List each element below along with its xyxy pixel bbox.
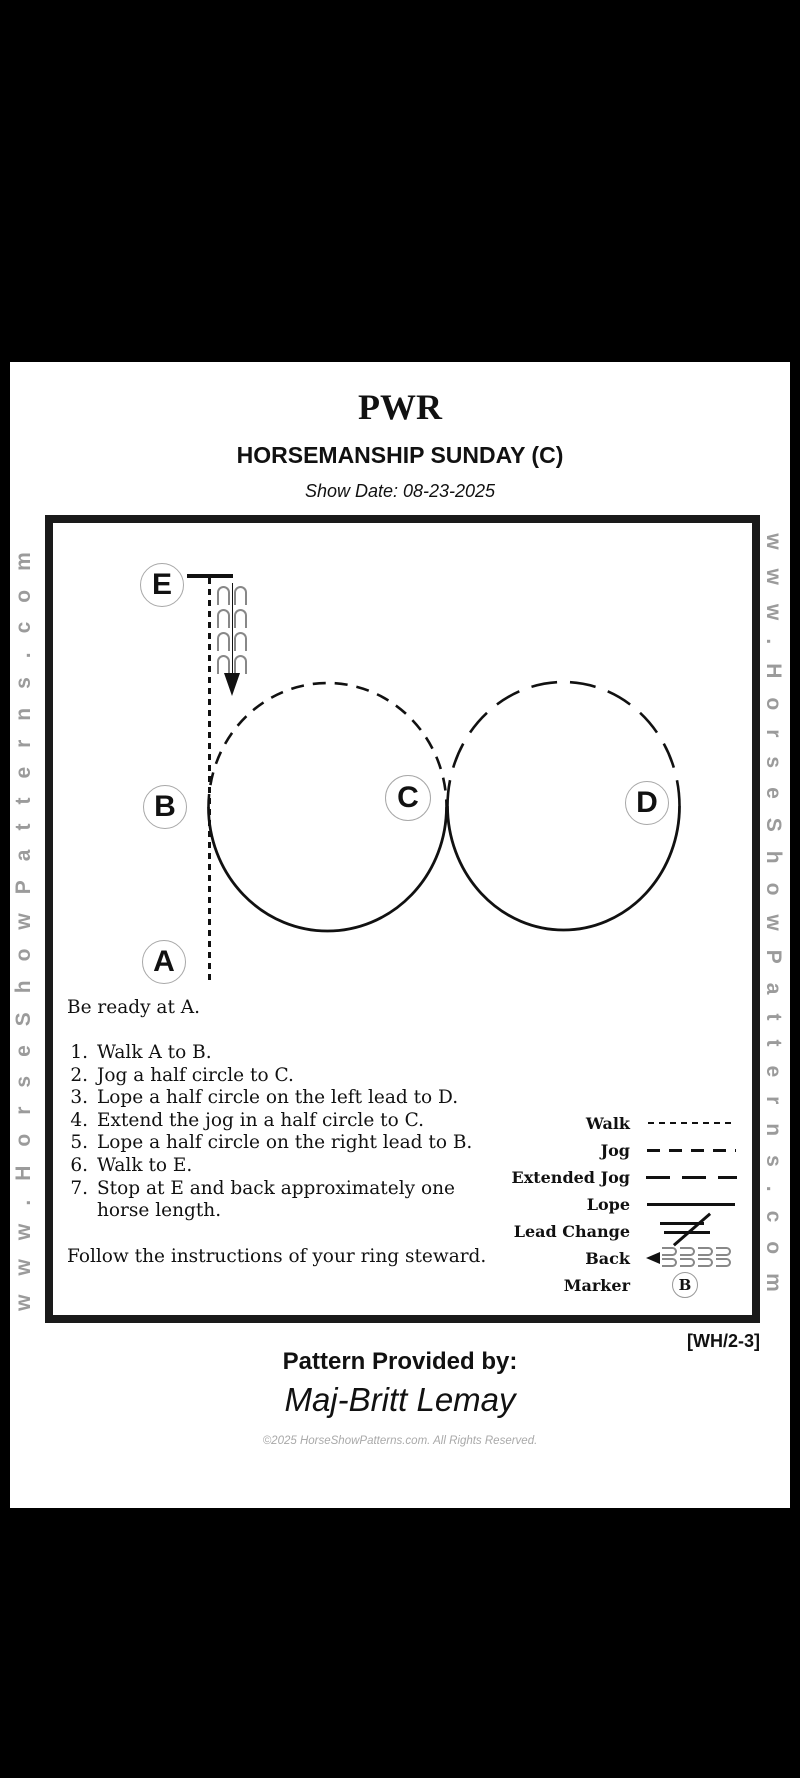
legend-label: Jog [600,1140,630,1160]
legend-label: Lead Change [513,1221,630,1241]
watermark-right: www.HorseShowPatterns.com [762,533,785,1311]
step-number: 1. [70,1042,88,1063]
step-text: Walk to E. [97,1154,193,1176]
instruction-step [67,1155,485,1178]
down-arrow-icon [224,673,240,696]
legend-row-marker [478,1272,737,1298]
legend-row-jog [478,1137,737,1163]
instructions-list [67,1042,485,1223]
hoofprint-icon [234,586,247,605]
watermark-left: www.HorseShowPatterns.com [12,533,35,1311]
step-number: 5. [70,1132,88,1154]
copyright-notice: ©2025 HorseShowPatterns.com. All Rights Reserved. [262,1435,538,1447]
marker-b-letter: B [154,790,176,823]
provided-by-label: Pattern Provided by: [282,1348,518,1375]
pattern-sheet-page [10,362,790,1508]
extended-jog-line-icon [646,1164,737,1190]
hoofprint-icon [217,586,230,605]
class-subtitle: HORSEMANSHIP SUNDAY (C) [236,442,564,468]
step-text: Jog a half circle to C. [97,1064,294,1086]
marker-a [142,940,186,984]
lead-change-icon [646,1218,737,1244]
marker-e [140,563,184,607]
step-text: Stop at E and back approximately one horse length. [97,1177,455,1222]
hoofprint-icon [234,609,247,628]
legend-row-lope [478,1191,737,1217]
marker-circle-icon [646,1272,737,1298]
step-number: 3. [70,1087,88,1109]
step-text: Walk A to B. [97,1042,212,1063]
legend-label: Marker [563,1275,630,1295]
step-number: 4. [70,1109,88,1131]
instruction-step [67,1042,485,1065]
hoofprint-icon [234,632,247,651]
instruction-step [67,1178,485,1223]
walk-path-line [208,578,211,980]
ring-steward-note: Follow the instructions of your ring steward. [67,1246,487,1267]
legend-row-extended-jog [478,1164,737,1190]
step-text: Lope a half circle on the left lead to D. [97,1087,459,1109]
instruction-step [67,1065,485,1088]
marker-d-letter: D [636,786,658,819]
jog-line-icon [646,1137,737,1163]
page-title: PWR [358,387,442,427]
legend-label: Walk [585,1113,630,1133]
legend-row-lead-change [478,1218,737,1244]
provided-by-name: Maj-Britt Lemay [284,1381,516,1418]
marker-c-letter: C [397,781,419,814]
lope-left-half-circle-arc [209,807,447,931]
lope-line-icon [646,1191,737,1217]
show-date: Show Date: 08-23-2025 [304,481,496,501]
marker-c [385,775,431,821]
pattern-code: [WH/2-3] [687,1331,760,1351]
step-number: 2. [70,1064,88,1086]
back-arrow-icon [646,1245,737,1271]
walk-line-icon [646,1110,737,1136]
instruction-step [67,1132,485,1155]
legend-label: Lope [586,1194,630,1214]
step-text: Extend the jog in a half circle to C. [97,1109,425,1131]
legend-marker-letter: B [672,1272,698,1298]
hoofprint-icon [217,655,230,674]
marker-e-letter: E [151,568,172,601]
legend-label: Back [585,1248,630,1268]
back-direction-line [232,583,234,673]
marker-d [625,781,669,825]
hoofprint-icon [217,632,230,651]
arena-diagram [45,515,760,1323]
instructions-intro: Be ready at A. [67,997,201,1018]
legend-row-walk [478,1110,737,1136]
hoofprint-icon [234,655,247,674]
marker-a-letter: A [153,945,175,978]
hoofprint-icon [217,609,230,628]
stop-line [187,574,233,578]
instruction-step [67,1087,485,1110]
legend-label: Extended Jog [511,1167,630,1187]
step-number: 6. [70,1154,88,1176]
step-number: 7. [70,1177,88,1199]
marker-b [143,785,187,829]
instruction-step [67,1110,485,1133]
legend-row-back [478,1245,737,1271]
step-text: Lope a half circle on the right lead to B. [97,1132,473,1154]
